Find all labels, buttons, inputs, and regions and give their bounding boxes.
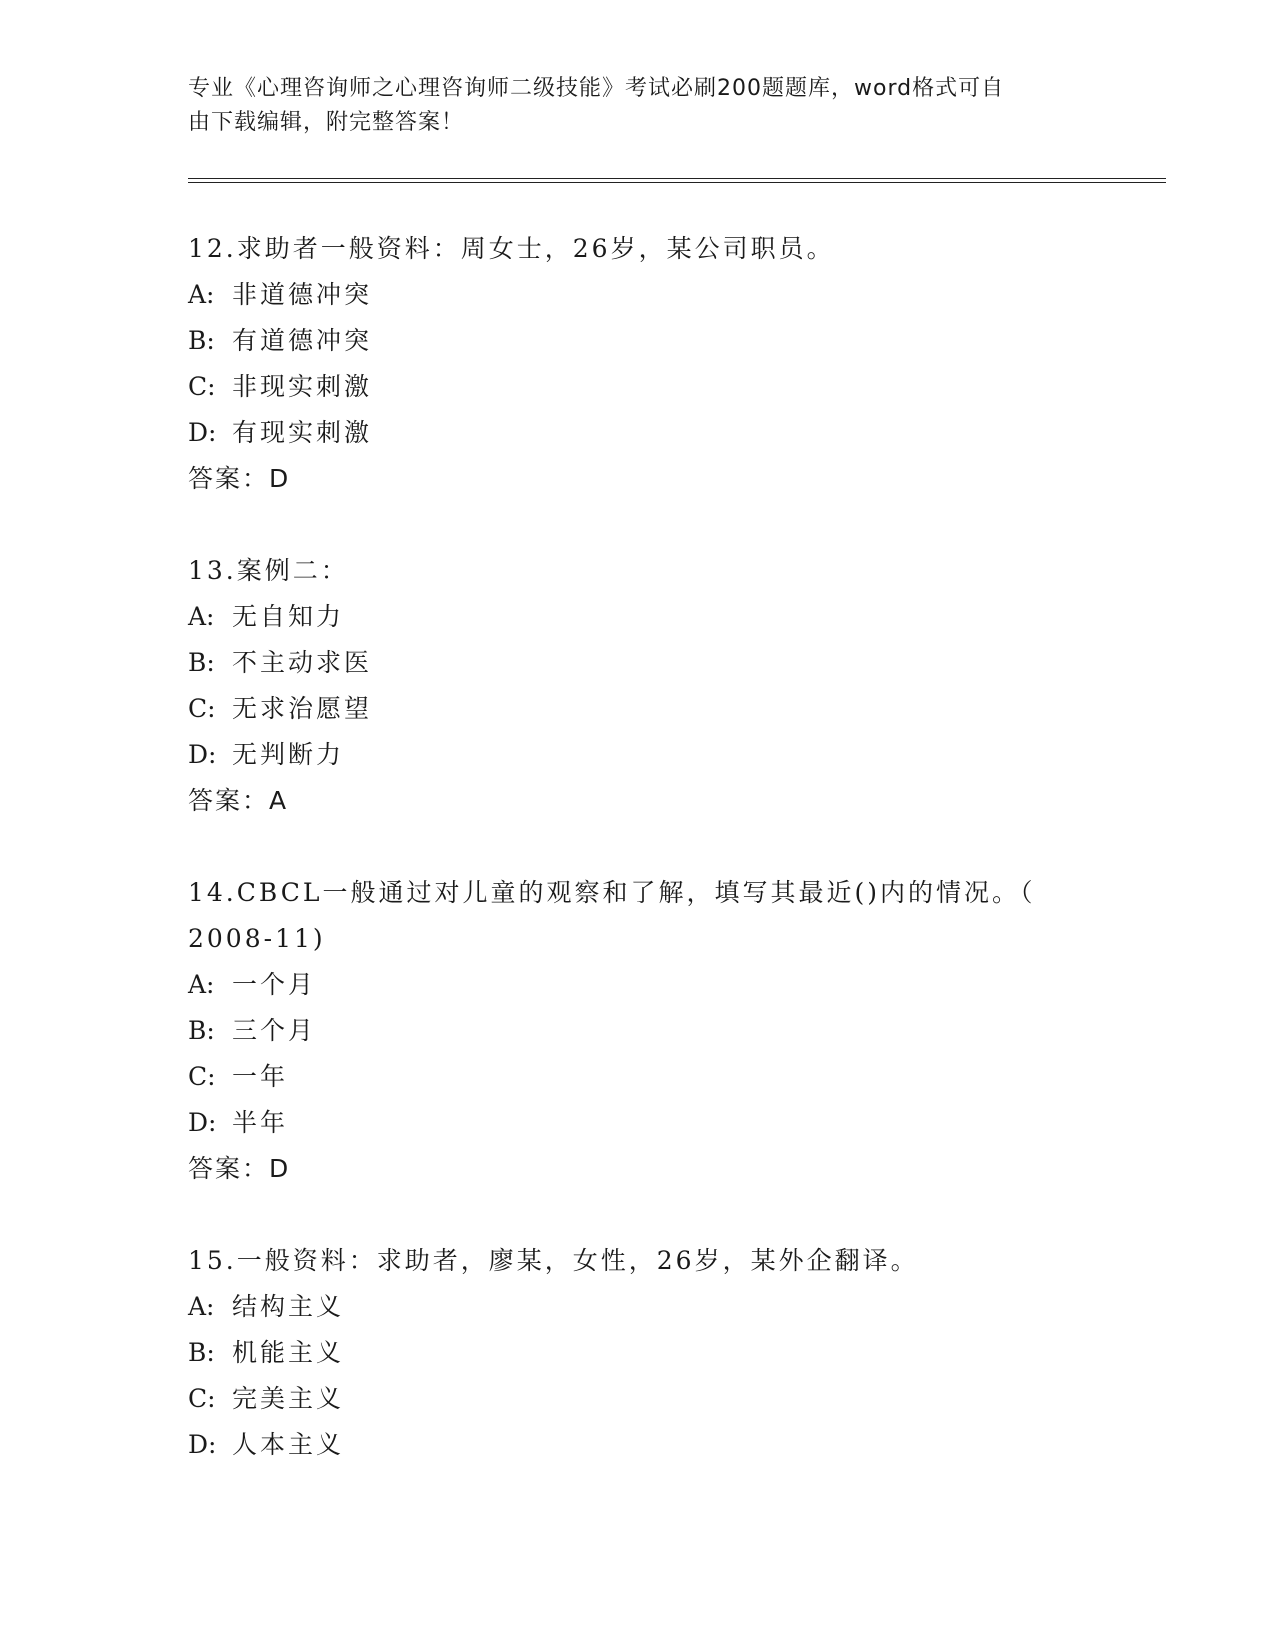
option-text: 三个月 [232,1016,317,1045]
option-text: 机能主义 [232,1338,345,1367]
option-letter: B: [188,648,215,677]
answer-line: 答案：D [188,1154,291,1183]
option-text: 一个月 [232,970,317,999]
option-letter: D: [188,418,217,447]
option-text: 无求治愿望 [232,694,373,723]
question-text: 15.一般资料：求助者，廖某，女性，26岁，某外企翻译。 [188,1246,919,1275]
question-text-line-1: 14.CBCL一般通过对儿童的观察和了解，填写其最近()内的情况。（ [188,878,1036,907]
option-text: 有现实刺激 [232,418,373,447]
question-text: 12.求助者一般资料：周女士，26岁，某公司职员。 [188,234,835,263]
option-text: 一年 [232,1062,289,1091]
option-letter: B: [188,1016,215,1045]
option-text: 完美主义 [232,1384,345,1413]
option-b [188,1008,1088,1054]
option-b [188,640,1088,686]
option-c [188,686,1088,732]
option-text: 人本主义 [232,1430,345,1459]
answer-line: 答案：A [188,786,289,815]
option-a [188,594,1088,640]
option-letter: A: [188,280,215,309]
option-text: 不主动求医 [232,648,373,677]
option-letter: D: [188,740,217,769]
option-text: 无自知力 [232,602,345,631]
option-letter: A: [188,602,215,631]
question-text: 13.案例二： [188,556,349,585]
option-letter: C: [188,372,216,401]
option-d [188,1422,1088,1468]
option-letter: C: [188,694,216,723]
question-13 [188,548,1088,824]
document-header [188,72,1068,140]
option-text: 半年 [232,1108,289,1137]
option-text: 结构主义 [232,1292,345,1321]
question-14 [188,870,1088,1192]
option-text: 非现实刺激 [232,372,373,401]
option-letter: A: [188,1292,215,1321]
option-c [188,364,1088,410]
option-c [188,1376,1088,1422]
header-line-2: 由下载编辑，附完整答案！ [188,110,465,135]
option-d [188,732,1088,778]
option-letter: D: [188,1108,217,1137]
option-letter: D: [188,1430,217,1459]
option-a [188,1284,1088,1330]
answer-line: 答案：D [188,464,291,493]
question-12 [188,226,1088,502]
option-d [188,410,1088,456]
option-a [188,962,1088,1008]
option-letter: B: [188,1338,215,1367]
option-a [188,272,1088,318]
question-15 [188,1238,1088,1468]
option-text: 有道德冲突 [232,326,373,355]
option-d [188,1100,1088,1146]
option-letter: C: [188,1384,216,1413]
option-c [188,1054,1088,1100]
option-letter: B: [188,326,215,355]
header-line-1: 专业《心理咨询师之心理咨询师二级技能》考试必刷200题题库，word格式可自 [188,76,1005,101]
question-text-line-2: 2008-11) [188,924,326,953]
option-letter: C: [188,1062,216,1091]
option-text: 非道德冲突 [232,280,373,309]
option-b [188,318,1088,364]
option-letter: A: [188,970,215,999]
option-b [188,1330,1088,1376]
header-divider [188,178,1166,183]
option-text: 无判断力 [232,740,345,769]
